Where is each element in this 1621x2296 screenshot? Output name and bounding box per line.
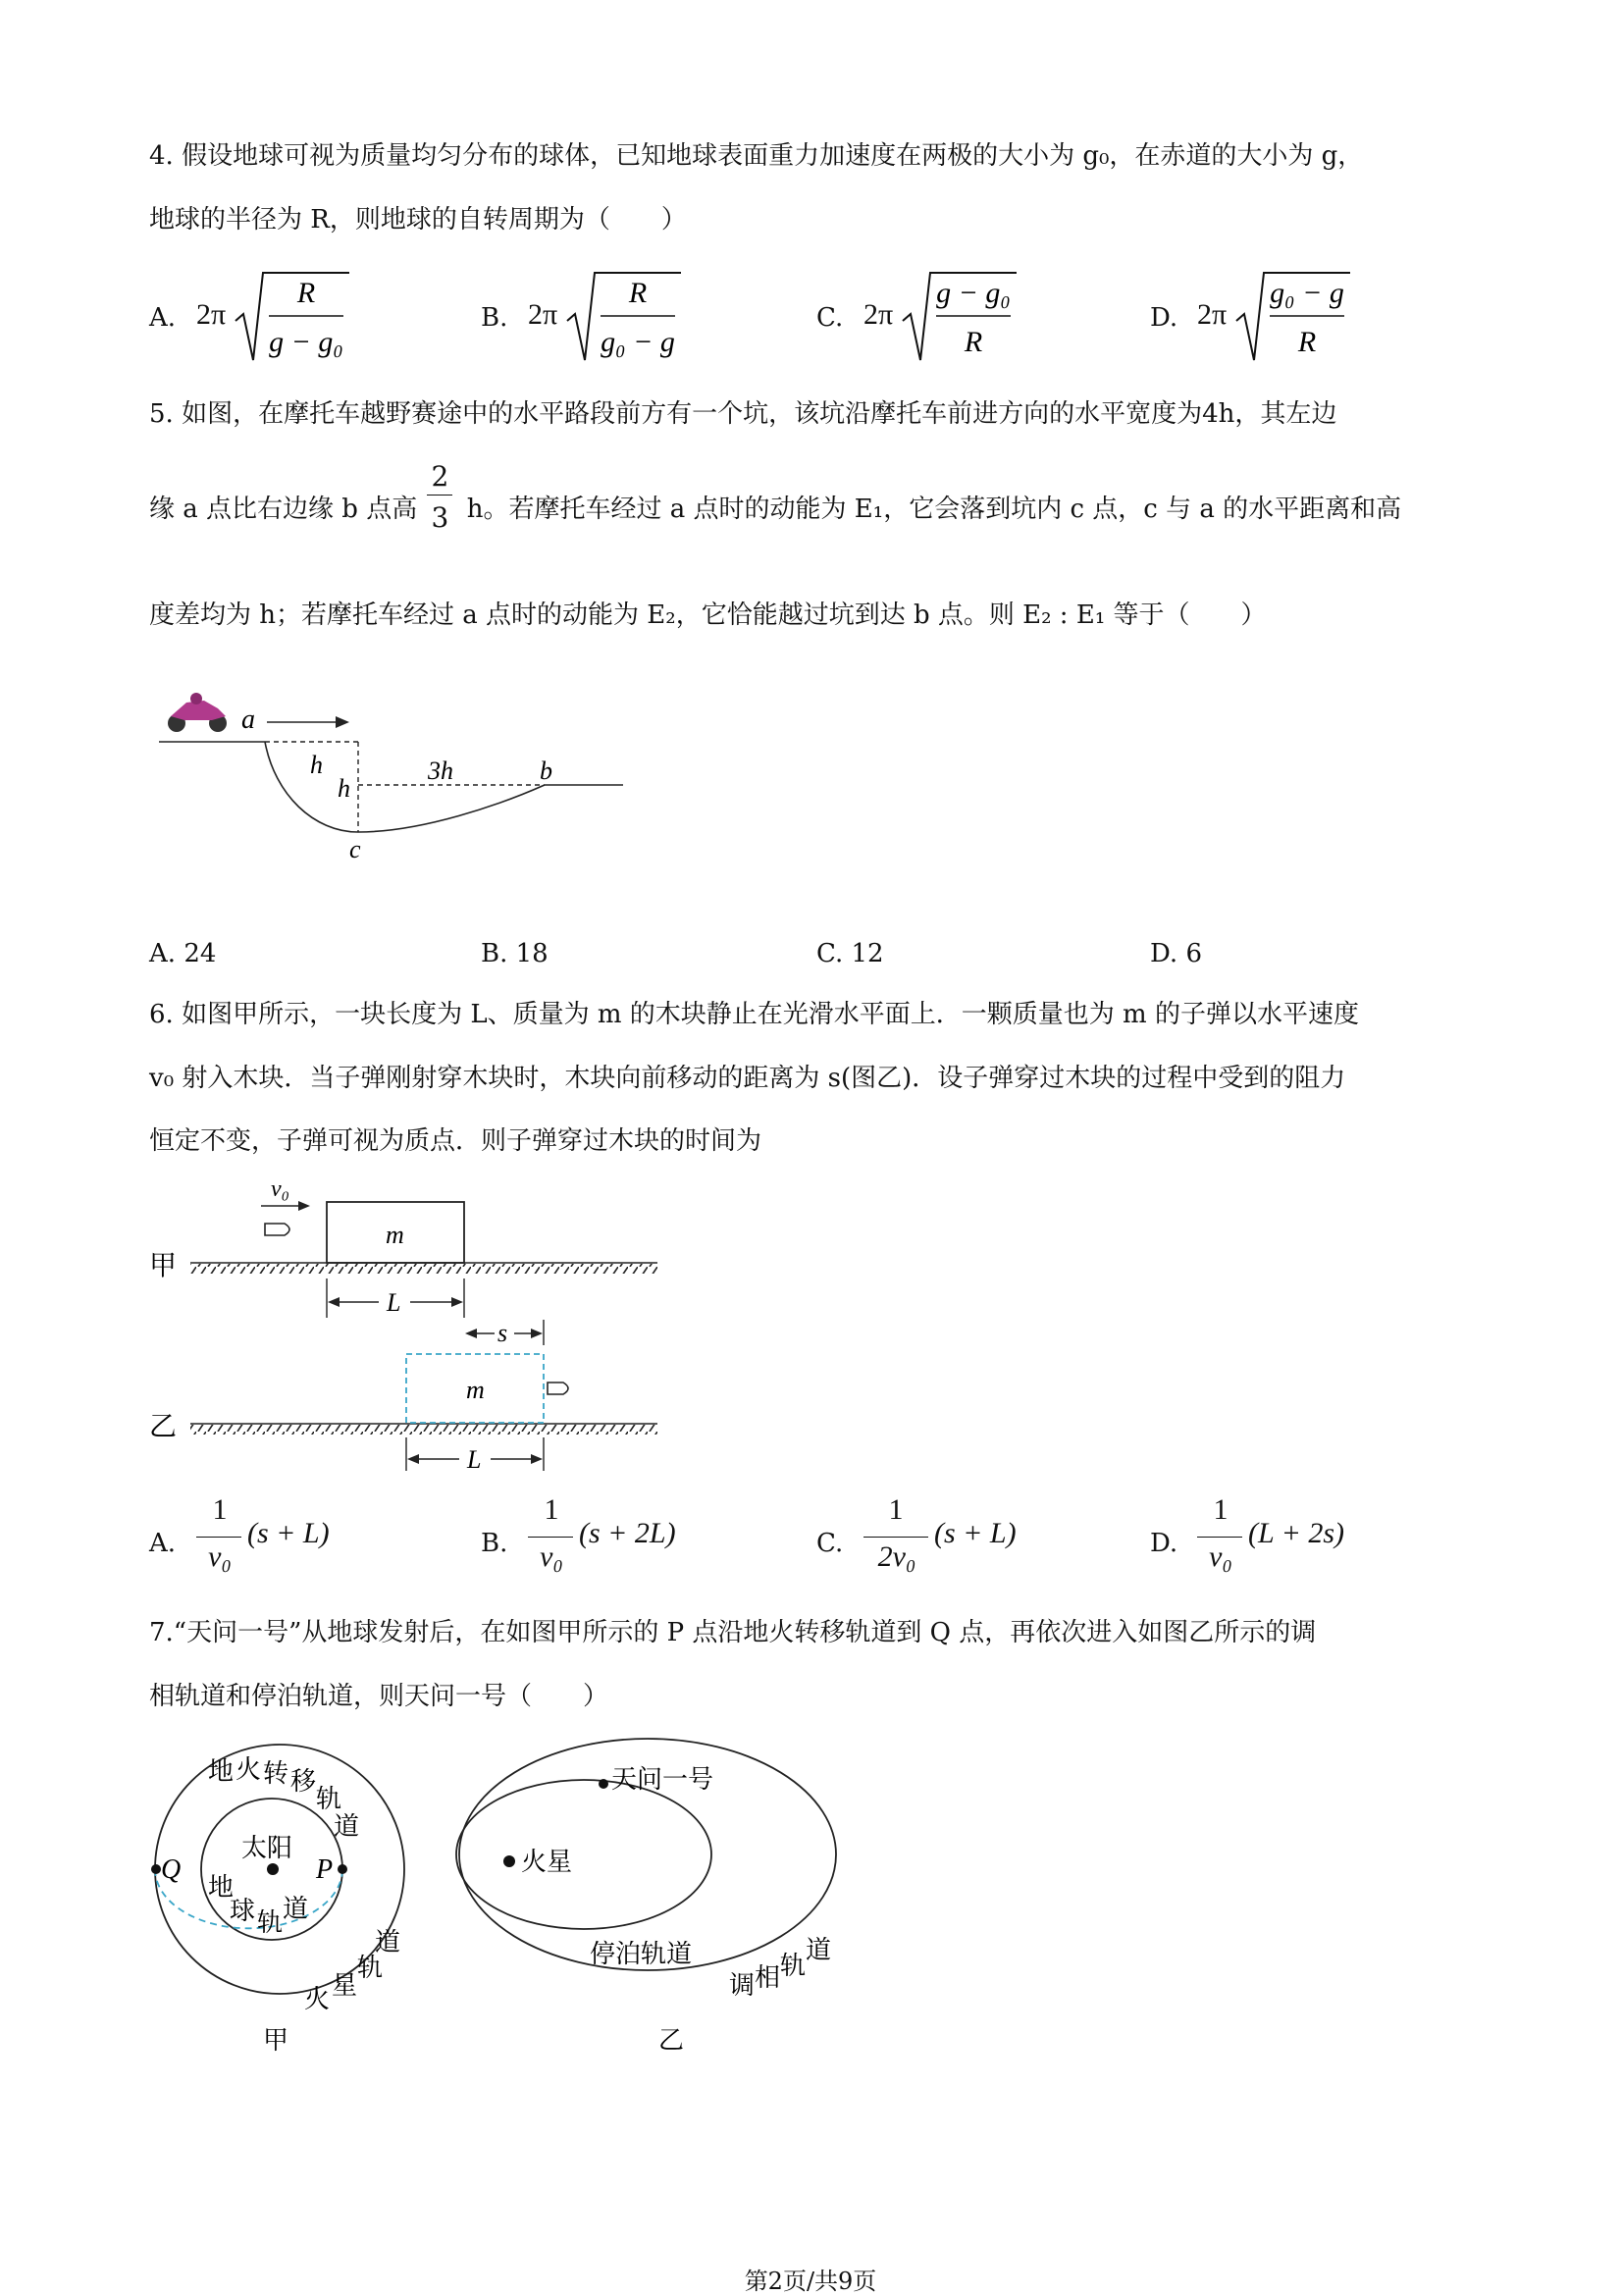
phasing-char: 相 xyxy=(755,1963,781,1993)
bullet-icon-2 xyxy=(548,1383,568,1394)
label-3h: 3h xyxy=(428,757,453,785)
option-label: C. xyxy=(816,939,844,968)
earth-orbit-char: 球 xyxy=(230,1897,256,1926)
option-label: A. xyxy=(149,939,177,968)
frac-num: 1 xyxy=(212,1493,228,1526)
q6-stem-line1: 6. 如图甲所示，一块长度为 L、质量为 m 的木块静止在光滑水平面上．一颗质量也为 m 的子弹以水平速度 xyxy=(149,1000,1359,1029)
q5-option-b[interactable] xyxy=(481,937,549,970)
label-sun: 太阳 xyxy=(241,1834,293,1863)
mars-orbit-char: 火 xyxy=(304,1985,331,2014)
frac-num: 1 xyxy=(544,1493,559,1526)
option-label: A. xyxy=(149,1529,177,1558)
frac-den: g − g₀ xyxy=(269,326,343,358)
frac-den: R xyxy=(1297,326,1317,358)
option-tail: (L + 2s) xyxy=(1248,1517,1345,1549)
page-footer: 第2页/共9页 xyxy=(744,2268,877,2295)
label-P: P xyxy=(316,1854,334,1885)
q5-line2-part2: h。若摩托车经过 a 点时的动能为 E₁，它会落到坑内 c 点，c 与 a 的水平距离和高 xyxy=(466,495,1402,524)
label-probe: 天问一号 xyxy=(611,1765,714,1795)
frac-num: R xyxy=(628,277,648,309)
radical-icon xyxy=(901,267,1019,365)
option-label: D. xyxy=(1150,303,1178,333)
option-label: B. xyxy=(481,303,508,333)
label-L1: L xyxy=(387,1288,401,1317)
option-text: 12 xyxy=(851,939,884,968)
q7-figure-jia-orbits xyxy=(147,1737,442,2061)
radical-icon xyxy=(1234,267,1352,365)
label-b: b xyxy=(540,757,552,785)
frac-den: R xyxy=(964,326,983,358)
frac-num: g₀ − g xyxy=(1270,277,1344,309)
frac-bar xyxy=(427,495,452,496)
option-text: 18 xyxy=(515,939,549,968)
label-Q: Q xyxy=(161,1854,182,1885)
label-c: c xyxy=(349,835,361,863)
label-a: a xyxy=(241,704,255,735)
phasing-char: 调 xyxy=(729,1971,756,2001)
label-mars: 火星 xyxy=(521,1848,573,1877)
label-L2: L xyxy=(467,1445,482,1474)
transfer-char: 火 xyxy=(235,1755,262,1785)
frac-den: 2v₀ xyxy=(877,1540,916,1573)
frac-num: 1 xyxy=(888,1493,904,1526)
q4-stem-line1: 4. 假设地球可视为质量均匀分布的球体，已知地球表面重力加速度在两极的大小为 g₀，在赤道的大小为 g， xyxy=(149,141,1364,171)
q6-option-c[interactable] xyxy=(816,1491,1111,1590)
option-label: B. xyxy=(481,939,508,968)
q5-option-c[interactable] xyxy=(816,937,884,970)
option-prefix: 2π xyxy=(863,298,894,331)
label-v0: v₀ xyxy=(271,1176,289,1202)
frac-bar xyxy=(528,1537,573,1538)
frac-num: R xyxy=(296,277,316,309)
option-prefix: 2π xyxy=(196,298,227,331)
frac-bar xyxy=(1197,1537,1242,1538)
q4-option-b[interactable] xyxy=(481,267,736,365)
block-label: m xyxy=(386,1221,404,1249)
frac-den: v₀ xyxy=(1209,1540,1232,1573)
q4-option-c[interactable] xyxy=(816,267,1072,365)
option-label: C. xyxy=(816,303,844,333)
transfer-char: 移 xyxy=(290,1767,317,1797)
option-tail: (s + L) xyxy=(934,1517,1017,1549)
q4-option-d[interactable] xyxy=(1150,267,1405,365)
label-h1: h xyxy=(310,751,323,779)
fraction xyxy=(425,460,458,534)
label-parking: 停泊轨道 xyxy=(590,1940,693,1969)
q6-stem-line2: v₀ 射入木块．当子弹刚射穿木块时，木块向前移动的距离为 s(图乙)．设子弹穿过木块的过程中受到的阻力 xyxy=(149,1064,1346,1093)
q6-option-d[interactable] xyxy=(1150,1491,1444,1590)
option-text: 6 xyxy=(1185,939,1202,968)
option-label: C. xyxy=(816,1529,844,1558)
label-s: s xyxy=(497,1319,508,1347)
label-h2: h xyxy=(338,774,350,803)
caption-jia: 甲 xyxy=(263,2026,289,2056)
transfer-char: 轨 xyxy=(316,1785,342,1814)
frac-den: v₀ xyxy=(540,1540,563,1573)
q5-option-d[interactable] xyxy=(1150,937,1202,970)
mars-orbit-char: 星 xyxy=(332,1971,358,2001)
transfer-char: 转 xyxy=(263,1759,289,1789)
motorbike-icon xyxy=(168,693,227,732)
q5-line2-part1: 缘 a 点比右边缘 b 点高 xyxy=(149,495,418,524)
frac-num: 2 xyxy=(431,460,449,493)
option-tail: (s + L) xyxy=(247,1517,330,1549)
option-text: 24 xyxy=(183,939,217,968)
q5-stem-line2 xyxy=(149,460,1402,551)
frac-num: g − g₀ xyxy=(936,277,1011,309)
mars-orbit-char: 道 xyxy=(375,1928,401,1957)
q7-figure-yi-orbits xyxy=(446,1737,878,2061)
mars-orbit-char: 轨 xyxy=(357,1954,384,1983)
q6-option-a[interactable] xyxy=(149,1491,444,1590)
q6-option-b[interactable] xyxy=(481,1491,775,1590)
q5-option-a[interactable] xyxy=(149,937,216,970)
q5-stem-line3: 度差均为 h；若摩托车经过 a 点时的动能为 E₂，它恰能越过坑到达 b 点。则 E₂ : E₁ 等于（ ） xyxy=(149,600,1267,630)
option-label: D. xyxy=(1150,1529,1178,1558)
frac-num: 1 xyxy=(1213,1493,1229,1526)
q7-stem-line2: 相轨道和停泊轨道，则天问一号（ ） xyxy=(149,1682,609,1711)
frac-bar xyxy=(196,1537,241,1538)
q6-bullet-block-diagram xyxy=(147,1173,677,1477)
option-prefix: 2π xyxy=(1197,298,1228,331)
option-prefix: 2π xyxy=(528,298,558,331)
option-label: A. xyxy=(149,303,177,333)
q4-stem-line2: 地球的半径为 R，则地球的自转周期为（ ） xyxy=(149,205,687,235)
bullet-icon xyxy=(265,1224,289,1235)
frac-den: 3 xyxy=(431,501,449,534)
q4-option-a[interactable] xyxy=(149,267,404,365)
q5-pit-diagram xyxy=(157,687,638,863)
q6-stem-line3: 恒定不变，子弹可视为质点．则子弹穿过木块的时间为 xyxy=(149,1126,762,1156)
block-label-2: m xyxy=(466,1376,485,1404)
frac-den: v₀ xyxy=(208,1540,232,1573)
transfer-char: 地 xyxy=(208,1757,235,1787)
q5-stem-line1: 5. 如图，在摩托车越野赛途中的水平路段前方有一个坑，该坑沿摩托车前进方向的水平宽度为4h，其左边 xyxy=(149,399,1337,429)
label-jia: 甲 xyxy=(149,1249,178,1281)
earth-orbit-char: 地 xyxy=(208,1873,235,1903)
frac-bar xyxy=(863,1537,928,1538)
radical-icon xyxy=(234,267,351,365)
phasing-char: 道 xyxy=(806,1936,832,1965)
caption-yi: 乙 xyxy=(658,2026,685,2056)
option-tail: (s + 2L) xyxy=(579,1517,676,1549)
q7-stem-line1: 7.“天问一号”从地球发射后，在如图甲所示的 P 点沿地火转移轨道到 Q 点，再依次进入如图乙所示的调 xyxy=(149,1618,1317,1647)
earth-orbit-char: 轨 xyxy=(257,1908,284,1938)
option-label: D. xyxy=(1150,939,1178,968)
earth-orbit-char: 道 xyxy=(283,1895,309,1924)
radical-icon xyxy=(565,267,683,365)
transfer-char: 道 xyxy=(334,1812,360,1842)
frac-den: g₀ − g xyxy=(601,326,675,358)
phasing-char: 轨 xyxy=(780,1952,807,1981)
label-yi: 乙 xyxy=(149,1410,178,1442)
option-label: B. xyxy=(481,1529,508,1558)
